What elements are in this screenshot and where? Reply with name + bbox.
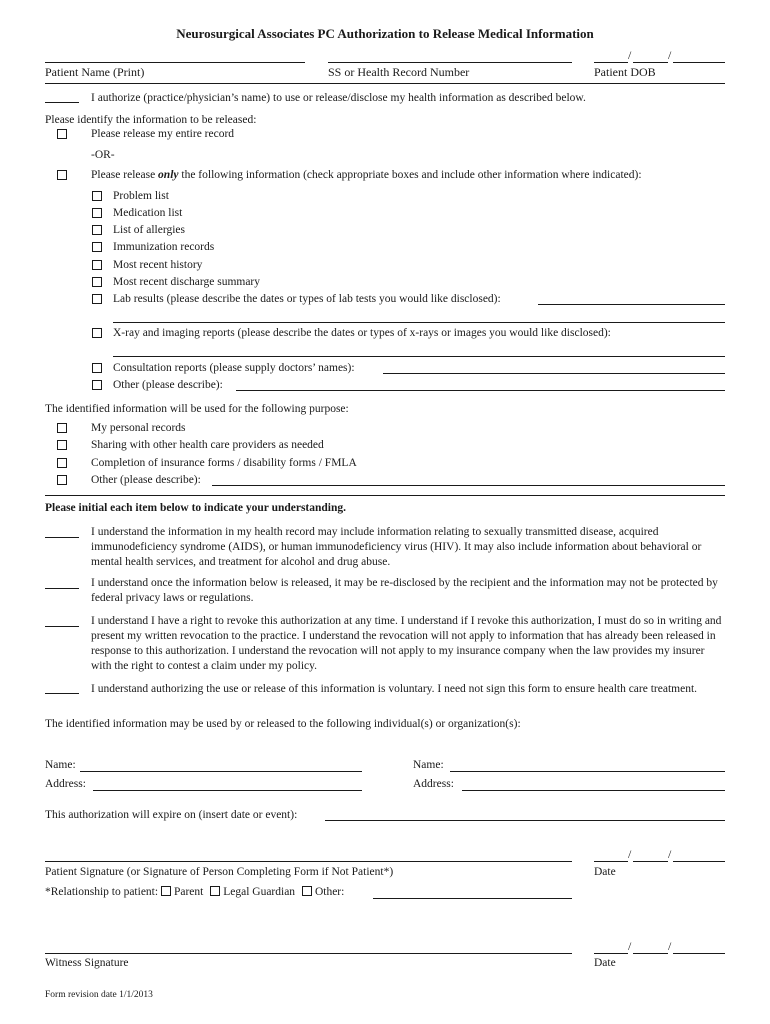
patient-date-slash-2: / [668,847,672,861]
lab-results-field[interactable] [538,304,725,305]
allergies-label: List of allergies [113,224,185,236]
dob-slash-1: / [628,48,632,62]
recipient-1-name-label: Name: [45,759,76,771]
release-only-pre: Please release [91,169,159,181]
initial-field-2[interactable] [45,588,79,589]
consultation-field[interactable] [383,373,725,374]
purpose-sharing-checkbox[interactable] [57,440,67,450]
purpose-personal-label: My personal records [91,422,186,434]
parent-label: Parent [173,886,204,898]
problem-list-checkbox[interactable] [92,191,102,201]
form-revision-date: Form revision date 1/1/2013 [45,990,153,1000]
other-info-checkbox[interactable] [92,380,102,390]
patient-date-year-field[interactable] [673,861,725,862]
recipient-2-name-field[interactable] [450,771,725,772]
relationship-row [45,886,344,898]
ss-record-field[interactable] [328,62,572,63]
discharge-label: Most recent discharge summary [113,276,261,288]
lab-results-label: Lab results (please describe the dates or types of lab tests you would like disclosed): [113,293,501,305]
history-label: Most recent history [113,259,203,271]
patient-date-month-field[interactable] [594,861,628,862]
other-info-label: Other (please describe): [113,379,223,391]
patient-name-field[interactable] [45,62,305,63]
authorize-text: I authorize (practice/physician’s name) to use or release/disclose my health information as described below. [91,92,586,104]
header-divider [45,83,725,84]
section-divider [45,495,725,496]
witness-date-slash-1: / [628,939,632,953]
identify-heading: Please identify the information to be released: [45,114,257,126]
recipient-1-address-label: Address: [45,778,86,790]
patient-name-label: Patient Name (Print) [45,65,145,79]
relationship-label: *Relationship to patient: [45,886,159,898]
witness-signature-label: Witness Signature [45,957,129,969]
witness-date-label: Date [594,957,616,969]
recipient-1-name-field[interactable] [80,771,362,772]
release-only-post: the following information (check appropriate boxes and include other information where indicated): [178,169,642,181]
lab-results-checkbox[interactable] [92,294,102,304]
dob-day-field[interactable] [633,62,668,63]
dob-slash-2: / [668,48,672,62]
medication-list-label: Medication list [113,207,183,219]
purpose-other-checkbox[interactable] [57,475,67,485]
witness-date-month-field[interactable] [594,953,628,954]
problem-list-label: Problem list [113,190,169,202]
form-title: Neurosurgical Associates PC Authorization to Release Medical Information [176,26,594,41]
xray-field[interactable] [113,356,725,357]
history-checkbox[interactable] [92,260,102,270]
recipients-heading: The identified information may be used by or released to the following individual(s) or organization(s): [45,718,521,730]
purpose-insurance-checkbox[interactable] [57,458,67,468]
xray-checkbox[interactable] [92,328,102,338]
initial-field-1[interactable] [45,537,79,538]
release-only-emphasis: only [158,169,179,181]
patient-signature-field[interactable] [45,861,572,862]
ss-record-label: SS or Health Record Number [328,65,470,79]
understand-item-3: I understand I have a right to revoke this authorization at any time. I understand if I revoke this authorization, I must do so in writing and present my written revocation to the practice. I understand the revocation will not apply to information that has already been released in response to this authorization. I understand the revocation will not apply to my insurance company when the law provides my insurer with the right to contest a claim under my policy. [91,615,722,672]
expire-label: This authorization will expire on (insert date or event): [45,809,298,821]
immunization-checkbox[interactable] [92,242,102,252]
purpose-heading: The identified information will be used for the following purpose: [45,403,349,415]
recipient-2-name-label: Name: [413,759,444,771]
understand-item-2: I understand once the information below is released, it may be re-disclosed by the recipient and the information may not be protected by federal privacy laws or regulations. [91,577,718,604]
recipient-2-address-field[interactable] [462,790,725,791]
witness-date-day-field[interactable] [633,953,668,954]
parent-checkbox[interactable] [161,886,171,896]
other-relationship-label: Other: [314,886,345,898]
recipient-1-address-field[interactable] [93,790,362,791]
patient-date-slash-1: / [628,847,632,861]
dob-label: Patient DOB [594,65,656,79]
medication-list-checkbox[interactable] [92,208,102,218]
purpose-sharing-label: Sharing with other health care providers as needed [91,439,324,451]
consultation-checkbox[interactable] [92,363,102,373]
or-divider-text: -OR- [91,149,115,161]
expire-field[interactable] [325,820,725,821]
consultation-label: Consultation reports (please supply doctors’ names): [113,362,355,374]
xray-label: X-ray and imaging reports (please describe the dates or types of x-rays or images you would like disclosed): [113,327,611,339]
immunization-label: Immunization records [113,241,215,253]
patient-date-label: Date [594,866,616,878]
other-relationship-field[interactable] [373,898,572,899]
dob-month-field[interactable] [594,62,628,63]
discharge-checkbox[interactable] [92,277,102,287]
authorize-initial-field[interactable] [45,102,79,103]
lab-results-field-2[interactable] [113,322,725,323]
purpose-other-field[interactable] [212,485,725,486]
witness-date-slash-2: / [668,939,672,953]
patient-date-day-field[interactable] [633,861,668,862]
recipient-2-address-label: Address: [413,778,454,790]
other-relationship-checkbox[interactable] [302,886,312,896]
release-entire-checkbox[interactable] [57,129,67,139]
initial-heading: Please initial each item below to indicate your understanding. [45,502,347,514]
witness-signature-field[interactable] [45,953,572,954]
guardian-label: Legal Guardian [223,886,296,898]
witness-date-year-field[interactable] [673,953,725,954]
purpose-other-label: Other (please describe): [91,474,201,486]
guardian-checkbox[interactable] [210,886,220,896]
allergies-checkbox[interactable] [92,225,102,235]
dob-year-field[interactable] [673,62,725,63]
release-entire-label: Please release my entire record [91,128,235,140]
release-only-checkbox[interactable] [57,170,67,180]
understand-item-4: I understand authorizing the use or release of this information is voluntary. I need not sign this form to ensure health care treatment. [91,683,698,695]
initial-field-3[interactable] [45,626,79,627]
release-only-label [91,169,642,181]
other-info-field[interactable] [236,390,725,391]
understand-item-1: I understand the information in my health record may include information relating to sexually transmitted disease, acquired immunodeficiency syndrome (AIDS), or human immunodeficiency virus (HIV). It may also include information about behavioral or mental health services, and treatment for alcohol and drug abuse. [91,526,702,568]
purpose-insurance-label: Completion of insurance forms / disability forms / FMLA [91,457,357,469]
patient-signature-label: Patient Signature (or Signature of Person Completing Form if Not Patient*) [45,866,394,878]
initial-field-4[interactable] [45,693,79,694]
purpose-personal-checkbox[interactable] [57,423,67,433]
